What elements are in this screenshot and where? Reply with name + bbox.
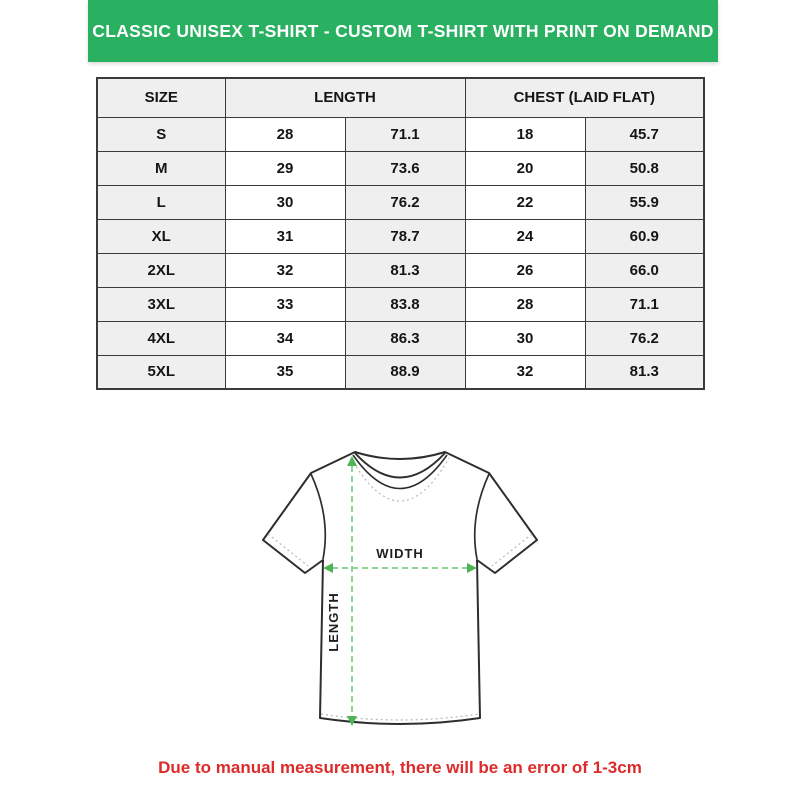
- length-in-cell: 28: [225, 117, 345, 151]
- table-row: [97, 321, 704, 355]
- chest-cm-cell: 66.0: [585, 253, 704, 287]
- length-in-cell: 31: [225, 219, 345, 253]
- size-cell: L: [97, 185, 225, 219]
- length-cm-cell: 81.3: [345, 253, 465, 287]
- chest-in-cell: 20: [465, 151, 585, 185]
- size-cell: S: [97, 117, 225, 151]
- chest-in-cell: 28: [465, 287, 585, 321]
- length-in-cell: 34: [225, 321, 345, 355]
- length-cm-cell: 76.2: [345, 185, 465, 219]
- size-cell: 3XL: [97, 287, 225, 321]
- length-in-cell: 35: [225, 355, 345, 389]
- length-in-cell: 32: [225, 253, 345, 287]
- table-row: [97, 117, 704, 151]
- size-cell: 5XL: [97, 355, 225, 389]
- chest-in-cell: 24: [465, 219, 585, 253]
- chest-in-cell: 22: [465, 185, 585, 219]
- length-in-cell: 29: [225, 151, 345, 185]
- col-header-length: LENGTH: [225, 78, 465, 117]
- table-row: [97, 355, 704, 389]
- col-header-chest: CHEST (LAID FLAT): [465, 78, 704, 117]
- measurement-error-note: [0, 758, 800, 778]
- length-cm-cell: 71.1: [345, 117, 465, 151]
- length-cm-cell: 86.3: [345, 321, 465, 355]
- table-header-row: [97, 78, 704, 117]
- table-row: [97, 151, 704, 185]
- chest-cm-cell: 55.9: [585, 185, 704, 219]
- note-text: Due to manual measurement, there will be an error of 1-3cm: [158, 758, 642, 777]
- length-cm-cell: 73.6: [345, 151, 465, 185]
- tshirt-diagram-svg: [250, 440, 550, 740]
- table-row: [97, 219, 704, 253]
- chest-cm-cell: 45.7: [585, 117, 704, 151]
- tshirt-measurement-diagram: [250, 440, 550, 740]
- length-cm-cell: 88.9: [345, 355, 465, 389]
- chest-cm-cell: 76.2: [585, 321, 704, 355]
- chest-cm-cell: 50.8: [585, 151, 704, 185]
- chest-in-cell: 30: [465, 321, 585, 355]
- col-header-size: SIZE: [97, 78, 225, 117]
- chest-in-cell: 18: [465, 117, 585, 151]
- length-label: LENGTH: [326, 592, 341, 652]
- length-in-cell: 30: [225, 185, 345, 219]
- tshirt-outline: [263, 452, 537, 724]
- chest-in-cell: 26: [465, 253, 585, 287]
- size-cell: 2XL: [97, 253, 225, 287]
- size-cell: M: [97, 151, 225, 185]
- table-row: [97, 253, 704, 287]
- table-row: [97, 185, 704, 219]
- chest-in-cell: 32: [465, 355, 585, 389]
- length-in-cell: 33: [225, 287, 345, 321]
- chest-cm-cell: 60.9: [585, 219, 704, 253]
- width-label: WIDTH: [376, 546, 424, 561]
- chest-cm-cell: 81.3: [585, 355, 704, 389]
- size-cell: XL: [97, 219, 225, 253]
- size-chart-table: [96, 77, 705, 390]
- page-title: CLASSIC UNISEX T-SHIRT - CUSTOM T-SHIRT WITH PRINT ON DEMAND: [92, 21, 714, 41]
- size-cell: 4XL: [97, 321, 225, 355]
- length-cm-cell: 78.7: [345, 219, 465, 253]
- length-cm-cell: 83.8: [345, 287, 465, 321]
- table-row: [97, 287, 704, 321]
- title-banner: [88, 0, 718, 62]
- chest-cm-cell: 71.1: [585, 287, 704, 321]
